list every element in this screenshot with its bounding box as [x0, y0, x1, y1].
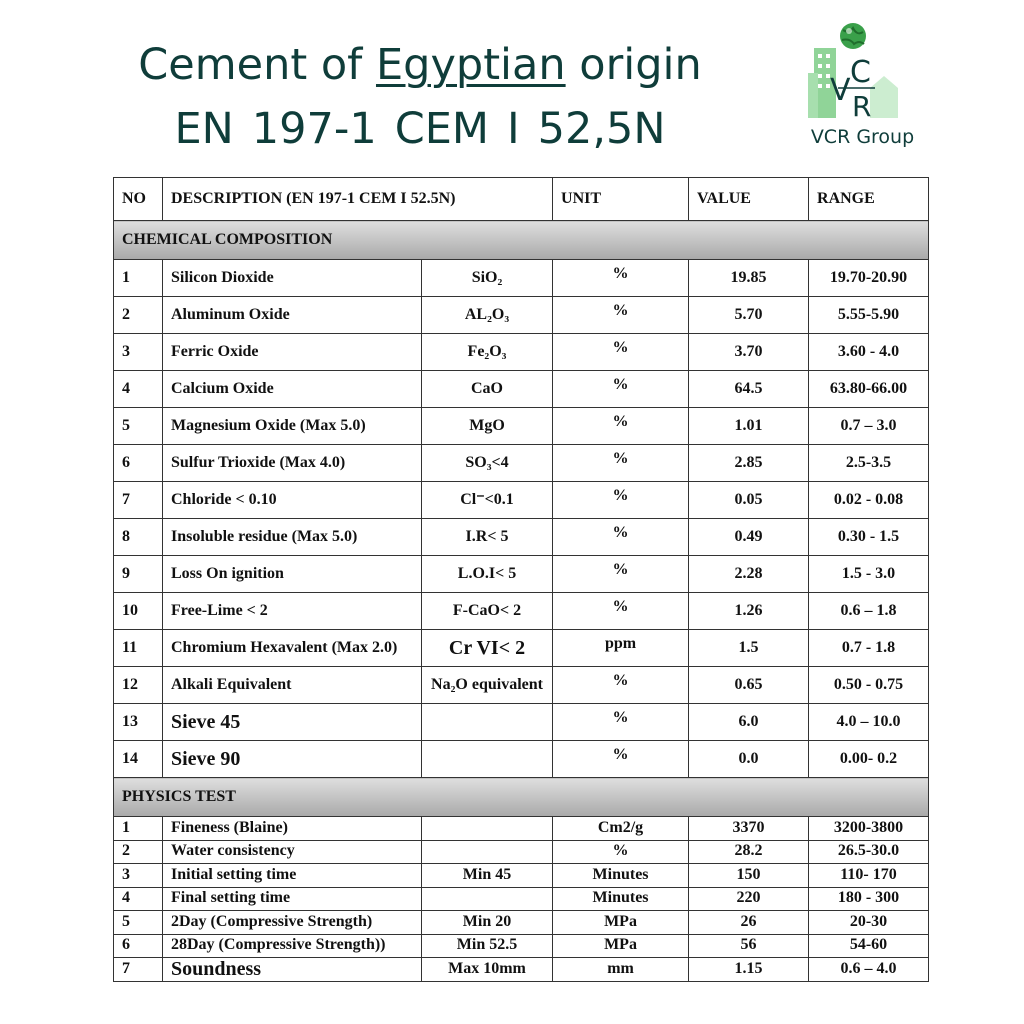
row-number: 6	[114, 934, 163, 958]
row-unit: ppm	[553, 630, 689, 667]
table-row	[114, 667, 929, 704]
row-unit: MPa	[553, 911, 689, 935]
row-description: Calcium Oxide	[163, 371, 422, 408]
row-unit: %	[553, 704, 689, 741]
row-range: 0.6 – 4.0	[809, 958, 929, 982]
row-unit: Cm2/g	[553, 817, 689, 841]
row-range: 0.6 – 1.8	[809, 593, 929, 630]
row-description: Silicon Dioxide	[163, 260, 422, 297]
row-range: 5.55-5.90	[809, 297, 929, 334]
row-symbol	[422, 741, 553, 778]
row-description: Loss On ignition	[163, 556, 422, 593]
table-row	[114, 704, 929, 741]
row-symbol: Min 20	[422, 911, 553, 935]
page-title-line-2: EN 197-1 CEM I 52,5N	[174, 104, 666, 154]
row-description: Chloride < 0.10	[163, 482, 422, 519]
row-value: 19.85	[689, 260, 809, 297]
section-title-physics: PHYSICS TEST	[114, 778, 929, 817]
row-range: 3.60 - 4.0	[809, 334, 929, 371]
row-range: 180 - 300	[809, 887, 929, 911]
row-range: 26.5-30.0	[809, 840, 929, 864]
header-no: NO	[114, 178, 163, 221]
row-value: 6.0	[689, 704, 809, 741]
row-value: 0.65	[689, 667, 809, 704]
row-description: Sieve 45	[163, 704, 422, 741]
header-value: VALUE	[689, 178, 809, 221]
table-header-row	[114, 178, 929, 221]
row-symbol: I.R< 5	[422, 519, 553, 556]
row-description: Fineness (Blaine)	[163, 817, 422, 841]
row-number: 7	[114, 482, 163, 519]
table-row	[114, 934, 929, 958]
row-description: Alkali Equivalent	[163, 667, 422, 704]
row-number: 2	[114, 840, 163, 864]
row-range: 2.5-3.5	[809, 445, 929, 482]
row-number: 1	[114, 260, 163, 297]
row-description: Final setting time	[163, 887, 422, 911]
section-row-chemical	[114, 221, 929, 260]
table-row	[114, 840, 929, 864]
row-number: 1	[114, 817, 163, 841]
row-number: 3	[114, 334, 163, 371]
row-description: Soundness	[163, 958, 422, 982]
page-title-line-1	[60, 40, 780, 90]
row-number: 12	[114, 667, 163, 704]
row-range: 0.50 - 0.75	[809, 667, 929, 704]
row-unit: mm	[553, 958, 689, 982]
row-symbol: F-CaO< 2	[422, 593, 553, 630]
row-unit: %	[553, 519, 689, 556]
row-number: 10	[114, 593, 163, 630]
row-unit: %	[553, 334, 689, 371]
row-unit: MPa	[553, 934, 689, 958]
row-range: 19.70-20.90	[809, 260, 929, 297]
row-number: 9	[114, 556, 163, 593]
row-range: 4.0 – 10.0	[809, 704, 929, 741]
table-row	[114, 297, 929, 334]
row-value: 2.85	[689, 445, 809, 482]
row-value: 64.5	[689, 371, 809, 408]
row-unit: %	[553, 741, 689, 778]
table-row	[114, 482, 929, 519]
row-number: 11	[114, 630, 163, 667]
row-unit: %	[553, 482, 689, 519]
cement-spec-table	[113, 177, 929, 982]
svg-text:V: V	[830, 73, 851, 108]
row-value: 1.5	[689, 630, 809, 667]
row-symbol: Max 10mm	[422, 958, 553, 982]
title-underlined-word: Egyptian	[375, 40, 566, 90]
row-value: 0.0	[689, 741, 809, 778]
row-value: 0.49	[689, 519, 809, 556]
row-symbol	[422, 887, 553, 911]
svg-text:C: C	[850, 55, 871, 90]
table-row	[114, 593, 929, 630]
row-description: Magnesium Oxide (Max 5.0)	[163, 408, 422, 445]
row-range: 63.80-66.00	[809, 371, 929, 408]
row-value: 3370	[689, 817, 809, 841]
row-number: 5	[114, 911, 163, 935]
row-range: 3200-3800	[809, 817, 929, 841]
row-unit: Minutes	[553, 887, 689, 911]
table-row	[114, 445, 929, 482]
row-number: 7	[114, 958, 163, 982]
row-unit: %	[553, 593, 689, 630]
row-description: 28Day (Compressive Strength))	[163, 934, 422, 958]
row-symbol: Na₂O equivalent	[422, 667, 553, 704]
row-description: Free-Lime < 2	[163, 593, 422, 630]
table-row	[114, 958, 929, 982]
title-suffix: origin	[565, 40, 702, 90]
row-value: 150	[689, 864, 809, 888]
row-value: 28.2	[689, 840, 809, 864]
globe-building-icon	[800, 18, 925, 126]
row-symbol: SO₃<4	[422, 445, 553, 482]
row-value: 3.70	[689, 334, 809, 371]
row-number: 13	[114, 704, 163, 741]
row-unit: %	[553, 556, 689, 593]
row-number: 14	[114, 741, 163, 778]
row-value: 0.05	[689, 482, 809, 519]
row-number: 3	[114, 864, 163, 888]
row-number: 4	[114, 371, 163, 408]
row-value: 1.01	[689, 408, 809, 445]
table-row	[114, 371, 929, 408]
section-title-chemical: CHEMICAL COMPOSITION	[114, 221, 929, 260]
table-row	[114, 911, 929, 935]
table-row	[114, 408, 929, 445]
row-number: 6	[114, 445, 163, 482]
svg-text:R: R	[852, 90, 872, 123]
row-symbol	[422, 817, 553, 841]
row-range: 0.7 – 3.0	[809, 408, 929, 445]
row-symbol: Fe₂O₃	[422, 334, 553, 371]
vcr-group-logo	[800, 18, 925, 158]
row-unit: %	[553, 840, 689, 864]
row-description: Insoluble residue (Max 5.0)	[163, 519, 422, 556]
row-unit: %	[553, 667, 689, 704]
row-number: 4	[114, 887, 163, 911]
table-row	[114, 817, 929, 841]
table-row	[114, 334, 929, 371]
row-description: Water consistency	[163, 840, 422, 864]
row-symbol: Min 52.5	[422, 934, 553, 958]
row-value: 1.26	[689, 593, 809, 630]
row-description: Chromium Hexavalent (Max 2.0)	[163, 630, 422, 667]
table-row	[114, 630, 929, 667]
row-range: 0.00- 0.2	[809, 741, 929, 778]
row-description: Sulfur Trioxide (Max 4.0)	[163, 445, 422, 482]
row-symbol: MgO	[422, 408, 553, 445]
row-value: 1.15	[689, 958, 809, 982]
row-unit: %	[553, 445, 689, 482]
row-unit: %	[553, 371, 689, 408]
row-range: 20-30	[809, 911, 929, 935]
row-symbol: L.O.I< 5	[422, 556, 553, 593]
row-symbol: Cl⁻<0.1	[422, 482, 553, 519]
row-description: Initial setting time	[163, 864, 422, 888]
table-row	[114, 519, 929, 556]
row-range: 0.7 - 1.8	[809, 630, 929, 667]
row-number: 8	[114, 519, 163, 556]
row-unit: %	[553, 297, 689, 334]
row-symbol: SiO₂	[422, 260, 553, 297]
row-description: 2Day (Compressive Strength)	[163, 911, 422, 935]
row-range: 110- 170	[809, 864, 929, 888]
header-unit: UNIT	[553, 178, 689, 221]
row-unit: Minutes	[553, 864, 689, 888]
table-row	[114, 887, 929, 911]
row-number: 5	[114, 408, 163, 445]
row-symbol: AL₂O₃	[422, 297, 553, 334]
row-range: 0.30 - 1.5	[809, 519, 929, 556]
row-range: 1.5 - 3.0	[809, 556, 929, 593]
row-range: 54-60	[809, 934, 929, 958]
table-row	[114, 741, 929, 778]
row-description: Aluminum Oxide	[163, 297, 422, 334]
row-value: 2.28	[689, 556, 809, 593]
table-row	[114, 864, 929, 888]
row-value: 56	[689, 934, 809, 958]
table-row	[114, 260, 929, 297]
logo-text: VCR Group	[810, 126, 915, 148]
header-description: DESCRIPTION (EN 197-1 CEM I 52.5N)	[163, 178, 553, 221]
row-unit: %	[553, 260, 689, 297]
section-row-physics	[114, 778, 929, 817]
row-range: 0.02 - 0.08	[809, 482, 929, 519]
row-description: Ferric Oxide	[163, 334, 422, 371]
row-value: 5.70	[689, 297, 809, 334]
row-symbol: CaO	[422, 371, 553, 408]
row-value: 220	[689, 887, 809, 911]
table-row	[114, 556, 929, 593]
row-value: 26	[689, 911, 809, 935]
row-symbol	[422, 704, 553, 741]
header-range: RANGE	[809, 178, 929, 221]
row-description: Sieve 90	[163, 741, 422, 778]
row-symbol: Min 45	[422, 864, 553, 888]
row-symbol: Cr VI< 2	[422, 630, 553, 667]
row-unit: %	[553, 408, 689, 445]
title-prefix: Cement of	[138, 40, 376, 90]
row-number: 2	[114, 297, 163, 334]
row-symbol	[422, 840, 553, 864]
